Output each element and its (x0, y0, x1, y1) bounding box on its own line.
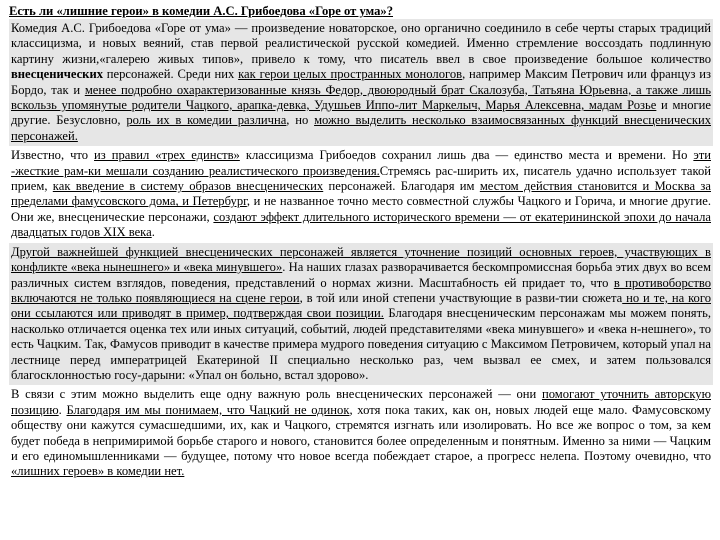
p4-run-3: Благодаря им мы понимаем, что Чацкий не одинок (66, 402, 350, 417)
p3-run-2: в противоборство включаются не только появляющиеся на сцене герои (11, 275, 711, 305)
p3-run-1: . На наших глазах разворачивается бескомпромиссная борьба этих двух во всем различных систем взглядов, поведения, представлений о нормах жизни. Масштабность ей придает то, что (11, 260, 711, 290)
p3-run-0: Другой важнейшей функцией внесценических персонажей является уточнение позиций основных героев, участвующих в конфликте «века нынешнего» и «века минувшего» (11, 244, 711, 275)
p4-run-4: , хотя пока таких, как он, новых людей еще мало. Фамусовскому обществу они кажутся сумасшедшими, их, как и Чацкого, стремятся изгнать или изолировать. Но все же вопрос о том, за кем будет победа в непримиримой борьбе старого и нового, становится более определенным и понятным. Именно за ними — Чацким и его единомышленниками — будущее, потому что новое всегда побеждает старое, а прогресс нелепа. Поэтому очевидно, что (11, 402, 712, 463)
paragraph-4 (9, 385, 713, 481)
document-title: Есть ли «лишние герои» в комедии А.С. Грибоедова «Горе от ума»? (9, 4, 394, 18)
p1-run-8: , но (286, 113, 315, 128)
p1-run-7: роль их в комедии различна (126, 113, 287, 128)
p1-run-2: персонажей. Среди них (103, 67, 239, 82)
p2-run-2: классицизма Грибоедов сохранил лишь два — единство места и времени. Но (239, 148, 694, 163)
p2-run-10: . (151, 225, 155, 240)
p2-run-3: эти -жесткие рам-ки мешали созданию реалистического произведения. (11, 148, 711, 178)
paragraph-2 (9, 146, 713, 242)
p3-run-5: Благодаря внесценическим персонажам мы можем понять, насколько отличается оценка тех или иных ситуаций, событий, людей представителями «века минувшего» и «века н-нешнего», то есть Чацким. Так, Фамусов приводит в качестве примера мудрого поведения ситуацию с Максимом Петровичем, который упал на лестнице перед императрицей Екатериной II специально несколько раз, чем вызвал ее смех, и затем пользовался благосклонностью госу-дарыни: «Упал он больно, встал здорово». (11, 306, 711, 382)
p1-run-3: как герои целых пространных монологов (238, 67, 463, 82)
p1-run-1: внесценических (11, 67, 103, 82)
p3-run-3: , в той или иной степени участвующие в разви-тии сюжета (299, 290, 623, 305)
paragraph-3 (9, 243, 713, 386)
p4-run-0: В связи с этим можно выделить еще одну важную роль внесценических персонажей — они (11, 387, 542, 402)
p4-run-2: . (58, 402, 67, 417)
p4-run-5: «лишних героев» в комедии нет. (11, 464, 185, 479)
p4-run-1: помогают уточнить авторскую позицию (11, 387, 711, 417)
p1-run-5: менее подробно охарактеризованные князь Федор, двоюродный брат Скалозуба, Татьяна Юрьевна, а также лишь вскользь упомянутые родители Чацкого, арапка-девка, Удушьев Иппо-лит Маркелыч, Марья Алексевна, мадам Розье (11, 82, 711, 113)
p2-run-8: , и не названное точно место совместной службы Чацкого и Горича, и многие другие. Они же, внесценические персонажи, (11, 194, 711, 224)
p2-run-7: местом действия становится и Москва за пределами фамусовского дома, и Петербург (11, 179, 711, 209)
p1-run-6: и многие другие. Безусловно, (11, 98, 711, 128)
paragraph-1 (9, 19, 713, 146)
p1-run-0: Комедия А.С. Грибоедова «Горе от ума» — произведение новаторское, оно органично соединило в себе черты старых традиций классицизма, и новых веяний, став первой реалистической русской комедией. Именно стремление воссоздать подлинную картину жизни,«галерею живых типов», привело к тому, что писатель ввел в свое произведение большое количество (11, 21, 711, 66)
p2-run-4: Стремясь рас-ширить их, писатель удачно использует такой прием, (11, 163, 711, 194)
p1-run-4: , например Максим Петрович или француз из Бордо, так и (11, 67, 711, 97)
p2-run-1: из правил «трех единств» (94, 148, 240, 163)
p2-run-6: персонажей. Благодаря им (323, 179, 480, 194)
p1-run-9: можно выделить несколько взаимосвязанных функций внесценических персонажей. (11, 113, 711, 143)
p2-run-9: создают эффект длительного исторического времени — от екатерининской эпохи до начала двадцатых годов XIX века (11, 209, 711, 240)
p2-run-0: Известно, что (11, 148, 95, 163)
p2-run-5: как введение в систему образов внесценических (52, 179, 324, 194)
p3-run-4: но и те, на кого они ссылаются или приводят в пример, подтверждая свои позиции. (11, 290, 711, 321)
